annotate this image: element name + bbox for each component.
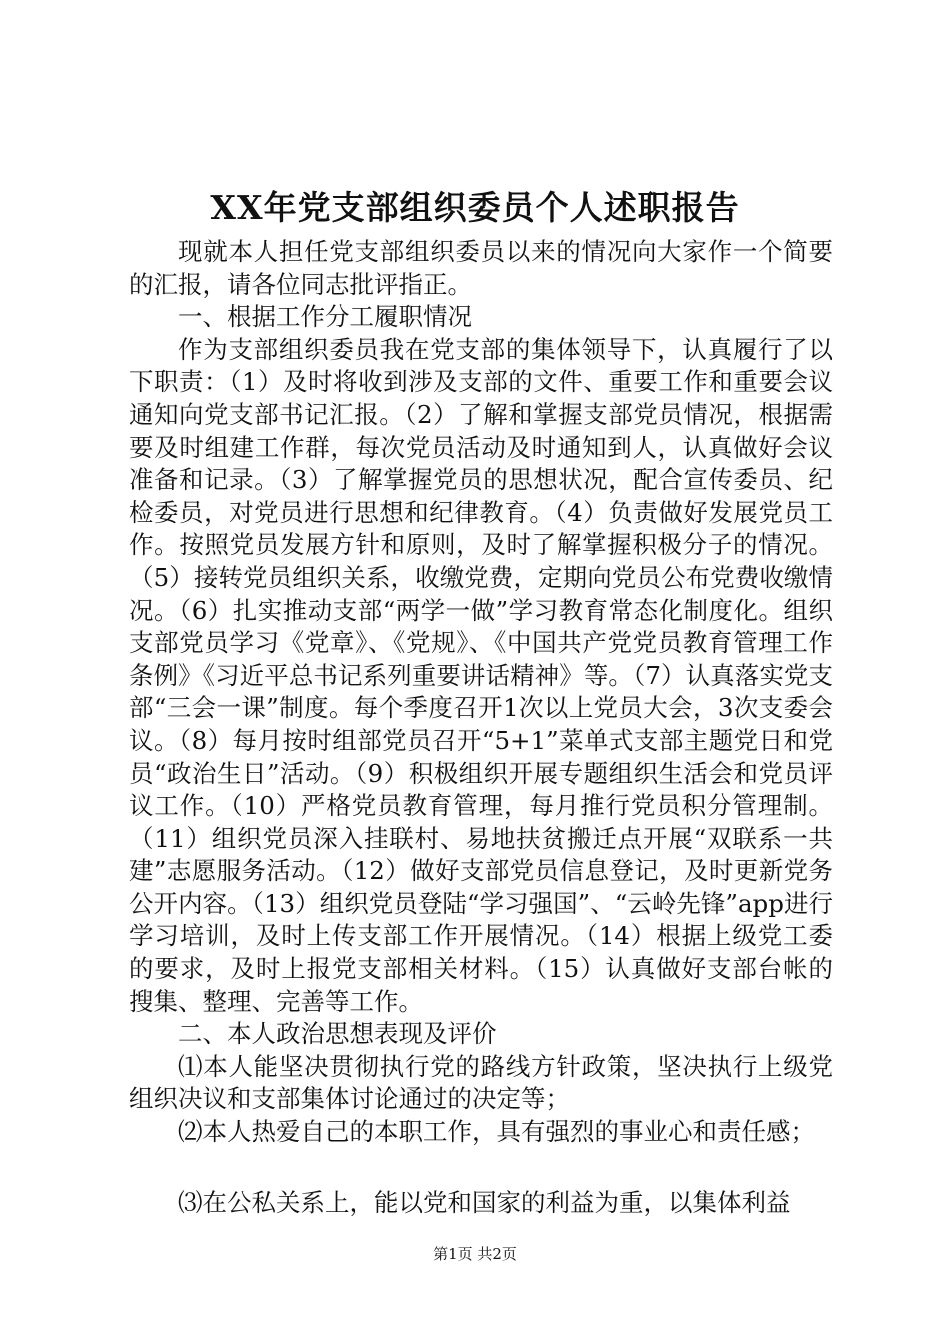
document-title: XX年党支部组织委员个人述职报告	[210, 188, 740, 227]
evaluation-item-2: ⑵本人热爱自己的本职工作，具有强烈的事业心和责任感；	[178, 1117, 815, 1147]
evaluation-item-3: ⑶在公私关系上，能以党和国家的利益为重，以集体利益	[178, 1187, 791, 1217]
intro-paragraph: 现就本人担任党支部组织委员以来的情况向大家作一个简要的汇报，请各位同志批评指正。	[129, 237, 833, 299]
section-heading-2: 二、本人政治思想表现及评价	[178, 1019, 497, 1049]
duties-paragraph: 作为支部组织委员我在党支部的集体领导下，认真履行了以下职责：（1）及时将收到涉及支部的文件、重要工作和重要会议通知向党支部书记汇报。（2）了解和掌握支部党员情况，根据需要及时组建工作群，每次党员活动及时通知到人，认真做好会议准备和记录。（3）了解掌握党员的思想状况，配合宣传委员、纪检委员，对党员进行思想和纪律教育。（4）负责做好发展党员工作。按照党员发展方针和原则，及时了解掌握积极分子的情况。（5）接转党员组织关系，收缴党费，定期向党员公布党费收缴情况。（6）扎实推动支部“两学一做”学习教育常态化制度化。组织支部党员学习《党章》、《党规》、《中国共产党党员教育管理工作条例》《习近平总书记系列重要讲话精神》等。（7）认真落实党支部“三会一课”制度。每个季度召开1次以上党员大会，3次支委会议。（8）每月按时组部党员召开“5+1”菜单式支部主题党日和党员“政治生日”活动。（9）积极组织开展专题组织生活会和党员评议工作。（10）严格党员教育管理，每月推行党员积分管理制。（11）组织党员深入挂联村、易地扶贫搬迁点开展“双联系一共建”志愿服务活动。（12）做好支部党员信息登记，及时更新党务公开内容。（13）组织党员登陆“学习强国”、“云岭先锋”app进行学习培训，及时上传支部工作开展情况。（14）根据上级党工委的要求，及时上报党支部相关材料。（15）认真做好支部台帐的搜集、整理、完善等工作。	[129, 334, 833, 1016]
document-body	[129, 236, 833, 1219]
page-footer: 第1页 共2页	[433, 1245, 517, 1263]
section-heading-1: 一、根据工作分工履职情况	[178, 302, 472, 332]
evaluation-item-1: ⑴本人能坚决贯彻执行党的路线方针政策，坚决执行上级党组织决议和支部集体讨论通过的决定等；	[129, 1051, 833, 1114]
